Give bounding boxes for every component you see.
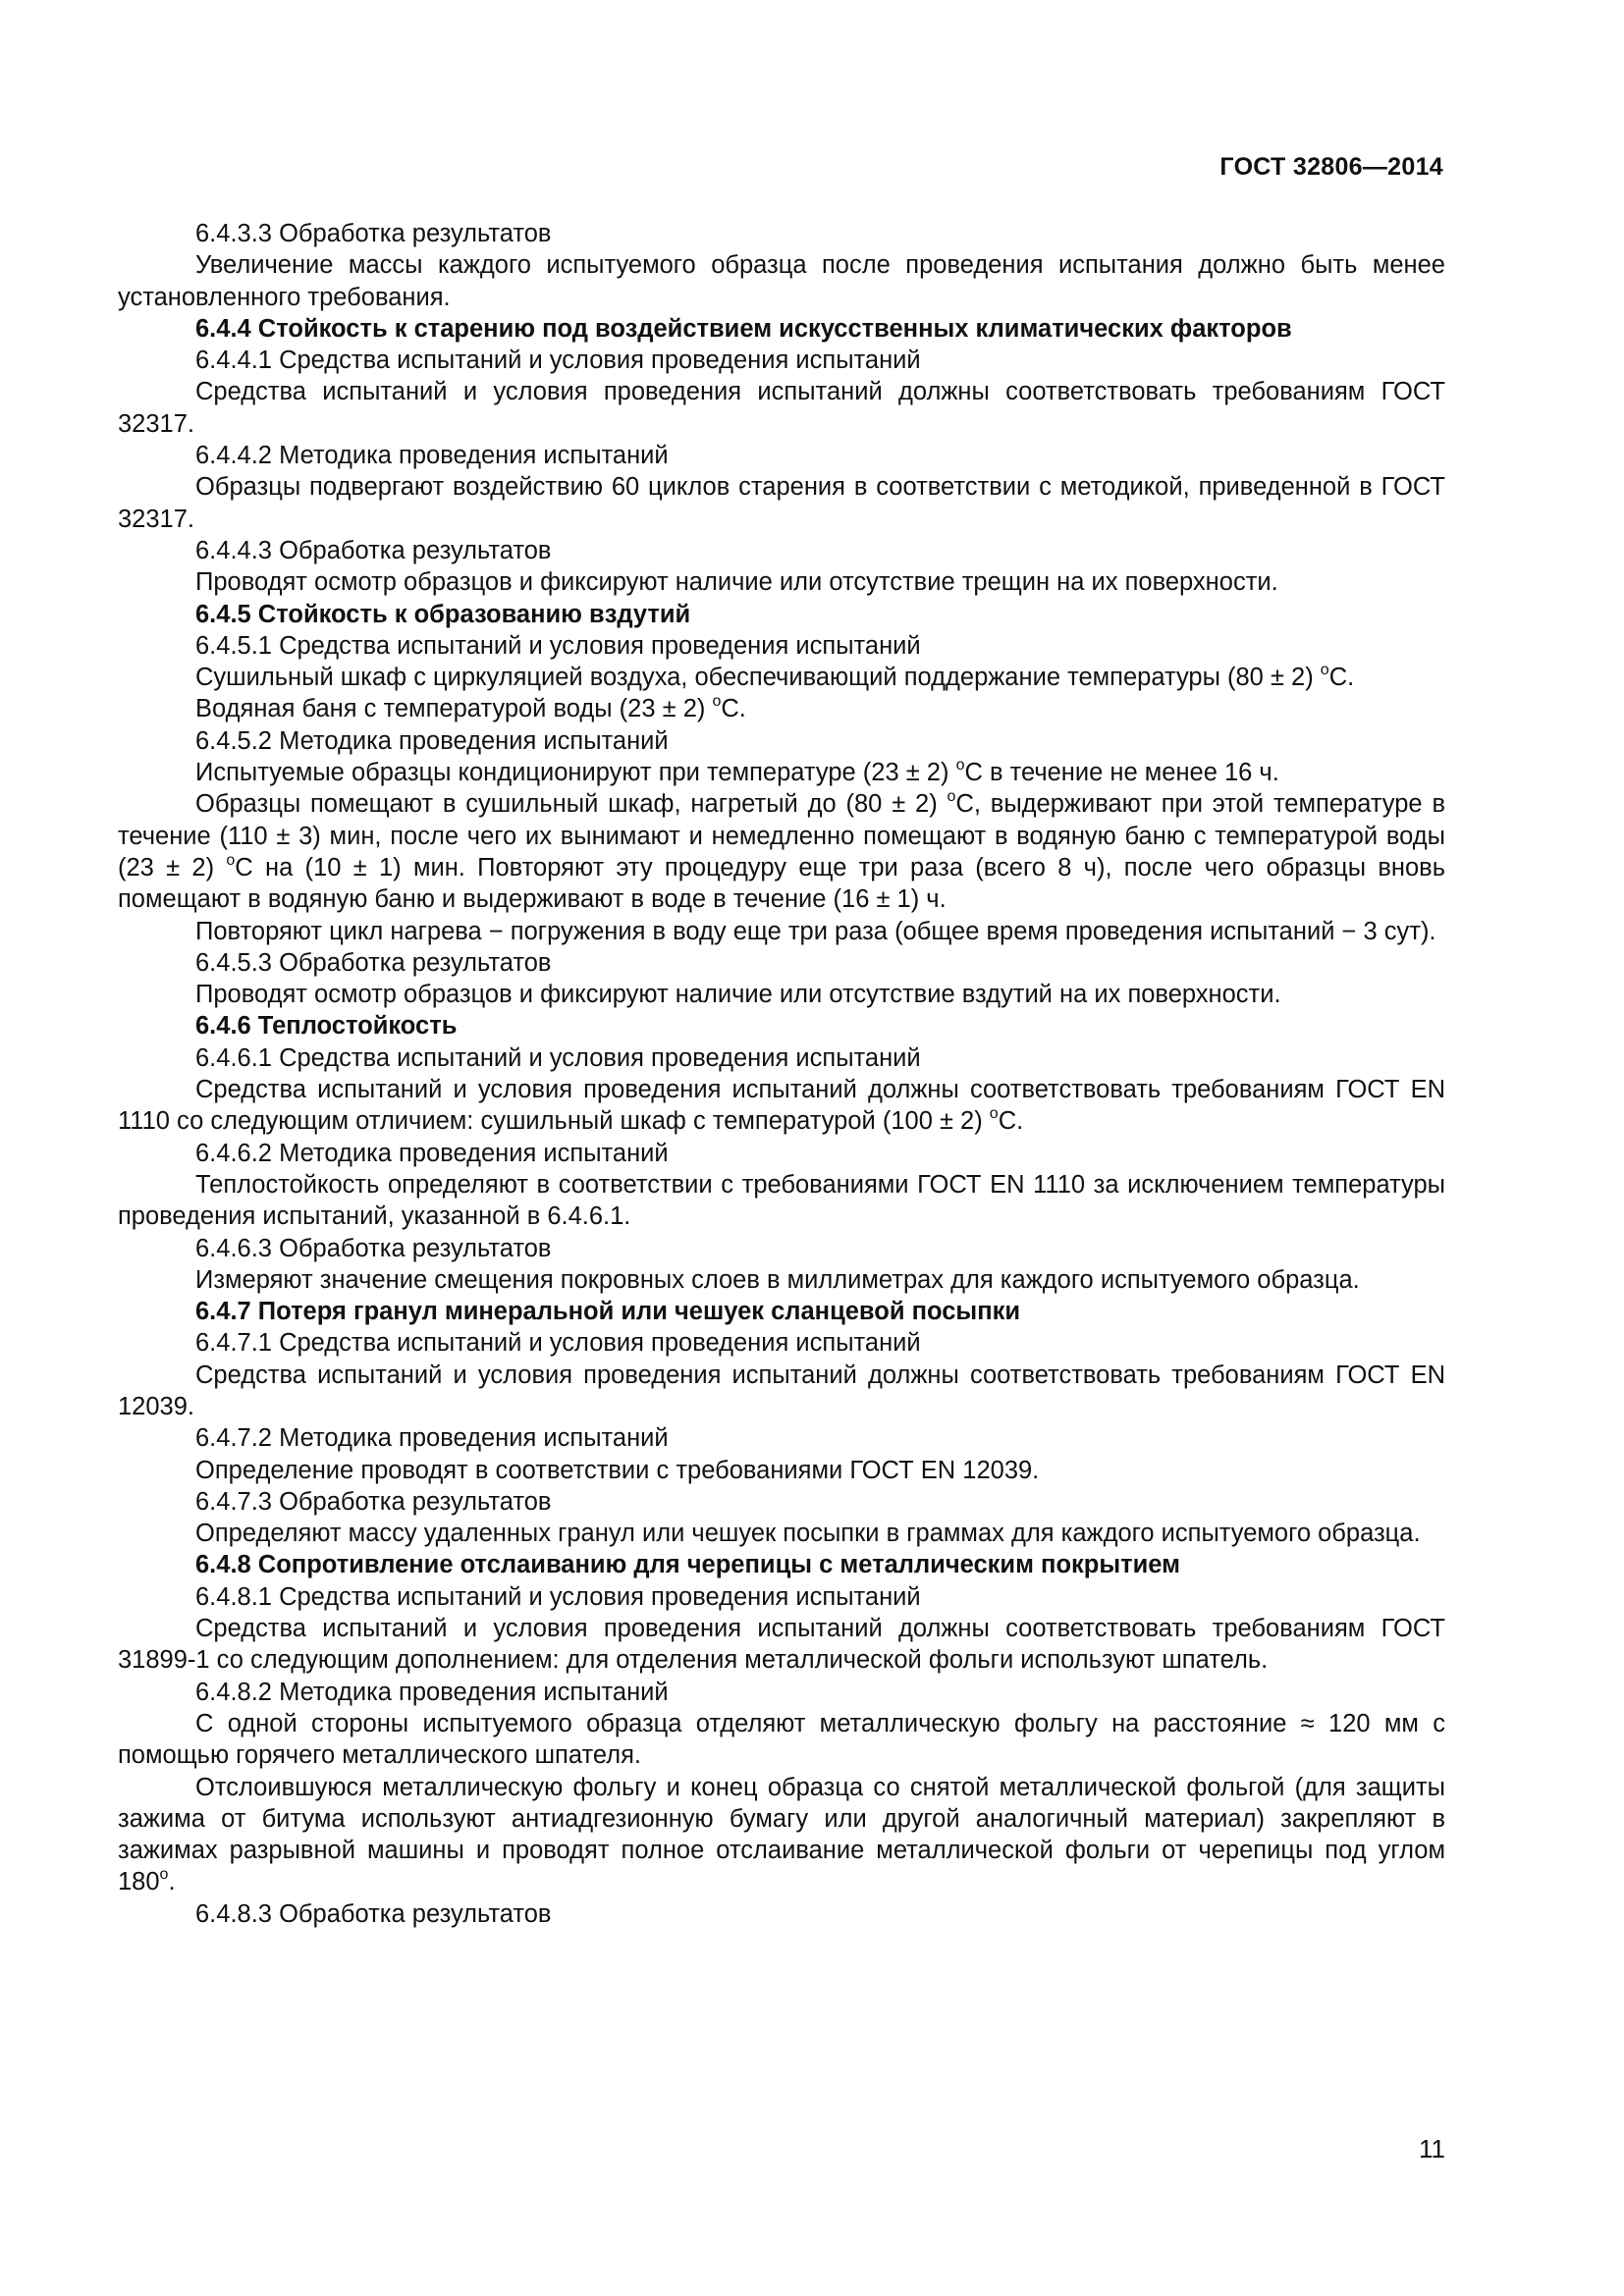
text-run: С. — [1328, 664, 1355, 692]
section-heading: 6.4.7 Потеря гранул минеральной или чешуек сланцевой посыпки — [195, 1298, 1021, 1326]
clause-heading: 6.4.5.3 Обработка результатов — [195, 948, 552, 977]
paragraph: Средства испытаний и условия проведения испытаний должны соответствовать требованиям ГОСТ 32317. — [118, 378, 1445, 438]
degree-sign: o — [1320, 662, 1329, 679]
degree-sign: o — [955, 757, 965, 774]
section-heading: 6.4.5 Стойкость к образованию вздутий — [195, 600, 691, 628]
paragraph: Повторяют цикл нагрева − погружения в воду еще три раза (общее время проведения испытаний − 3 сут). — [195, 917, 1436, 945]
clause-heading: 6.4.7.1 Средства испытаний и условия проведения испытаний — [195, 1329, 921, 1358]
text-run: С, выдерживают при этой температуре в течение (110 ± 3) мин, после чего их вынимают и немедленно помещают в водяную баню с температурой воды (23 ± 2) — [118, 790, 1445, 881]
text-run: . — [168, 1868, 176, 1896]
text-run: Сушильный шкаф с циркуляцией воздуха, обеспечивающий поддержание температуры (80 ± 2) — [195, 664, 1321, 692]
degree-sign: o — [226, 851, 236, 869]
clause-heading: 6.4.7.3 Обработка результатов — [195, 1487, 552, 1516]
degree-sign: o — [712, 693, 722, 711]
paragraph: Определение проводят в соответствии с требованиями ГОСТ EN 12039. — [195, 1456, 1040, 1484]
paragraph: С одной стороны испытуемого образца отделяют металлическую фольгу на расстояние ≈ 120 мм с помощью горячего металлического шпателя. — [118, 1709, 1445, 1770]
section-heading: 6.4.6 Теплостойкость — [195, 1012, 458, 1041]
paragraph: Средства испытаний и условия проведения испытаний должны соответствовать требованиям ГОСТ EN 12039. — [118, 1361, 1445, 1420]
clause-heading: 6.4.6.3 Обработка результатов — [195, 1234, 552, 1262]
section-heading: 6.4.8 Сопротивление отслаиванию для черепицы с металлическим покрытием — [195, 1551, 1181, 1579]
clause-heading: 6.4.4.2 Методика проведения испытаний — [195, 442, 669, 470]
paragraph — [118, 662, 1445, 693]
text-run: С. — [721, 695, 746, 723]
clause-heading: 6.4.6.2 Методика проведения испытаний — [195, 1139, 669, 1167]
text-run: Образцы помещают в сушильный шкаф, нагретый до (80 ± 2) — [195, 790, 947, 819]
text-run: С. — [998, 1107, 1024, 1136]
paragraph: Увеличение массы каждого испытуемого образца после проведения испытания должно быть менее установленного требования. — [118, 251, 1445, 311]
clause-heading: 6.4.8.3 Обработка результатов — [195, 1899, 552, 1928]
text-run: Испытуемые образцы кондиционируют при температуре (23 ± 2) — [195, 759, 956, 787]
paragraph — [118, 788, 1445, 915]
paragraph — [118, 693, 1445, 724]
clause-heading: 6.4.4.3 Обработка результатов — [195, 536, 552, 564]
paragraph: Измеряют значение смещения покровных слоев в миллиметрах для каждого испытуемого образца. — [195, 1265, 1360, 1294]
text-run: Средства испытаний и условия проведения испытаний должны соответствовать требованиям ГОСТ EN 1110 со следующим отличием: сушильный шкаф с температурой (100 ± 2) — [118, 1076, 1445, 1136]
clause-heading: 6.4.6.1 Средства испытаний и условия проведения испытаний — [195, 1043, 921, 1072]
paragraph: Средства испытаний и условия проведения испытаний должны соответствовать требованиям ГОСТ 31899-1 со следующим дополнением: для отделения металлической фольги используют шпатель. — [118, 1615, 1445, 1675]
clause-heading: 6.4.5.2 Методика проведения испытаний — [195, 726, 669, 755]
degree-sign: o — [947, 788, 956, 806]
text-run: Водяная баня с температурой воды (23 ± 2) — [195, 695, 713, 723]
paragraph: Образцы подвергают воздействию 60 циклов старения в соответствии с методикой, приведенной в ГОСТ 32317. — [118, 473, 1445, 533]
degree-sign: o — [989, 1105, 999, 1123]
clause-heading: 6.4.3.3 Обработка результатов — [195, 220, 552, 247]
degree-sign: o — [159, 1866, 169, 1884]
clause-heading: 6.4.8.2 Методика проведения испытаний — [195, 1678, 669, 1706]
paragraph: Проводят осмотр образцов и фиксируют наличие или отсутствие вздутий на их поверхности. — [195, 981, 1281, 1009]
section-heading: 6.4.4 Стойкость к старению под воздействием искусственных климатических факторов — [195, 314, 1292, 343]
clause-heading: 6.4.5.1 Средства испытаний и условия проведения испытаний — [195, 631, 921, 660]
paragraph: Определяют массу удаленных гранул или чешуек посыпки в граммах для каждого испытуемого образца. — [195, 1520, 1421, 1548]
paragraph — [118, 757, 1445, 788]
text-run: Отслоившуюся металлическую фольгу и конец образца со снятой металлической фольгой (для защиты зажима от битума используют антиадгезионную бумагу или другой аналогичный материал) закрепляют в зажимах разрывной машины и проводят полное отслаивание металлической фольги от черепицы под углом 180 — [118, 1773, 1445, 1896]
document-body — [118, 218, 1445, 1930]
text-run: С в течение не менее 16 ч. — [964, 759, 1279, 787]
paragraph: Проводят осмотр образцов и фиксируют наличие или отсутствие трещин на их поверхности. — [195, 568, 1278, 597]
standard-code: ГОСТ 32806—2014 — [1219, 153, 1443, 181]
clause-heading: 6.4.4.1 Средства испытаний и условия проведения испытаний — [195, 347, 921, 375]
clause-heading: 6.4.7.2 Методика проведения испытаний — [195, 1424, 669, 1453]
page-number: 11 — [1419, 2134, 1445, 2163]
paragraph: Теплостойкость определяют в соответствии с требованиями ГОСТ EN 1110 за исключением температуры проведения испытаний, указанной в 6.4.6.1. — [118, 1170, 1445, 1231]
paragraph — [118, 1074, 1445, 1138]
clause-heading: 6.4.8.1 Средства испытаний и условия проведения испытаний — [195, 1582, 921, 1611]
text-run: С на (10 ± 1) мин. Повторяют эту процедуру еще три раза (всего 8 ч), после чего образцы вновь помещают в водяную баню и выдерживают в воде в течение (16 ± 1) ч. — [118, 853, 1445, 914]
paragraph — [118, 1772, 1445, 1898]
